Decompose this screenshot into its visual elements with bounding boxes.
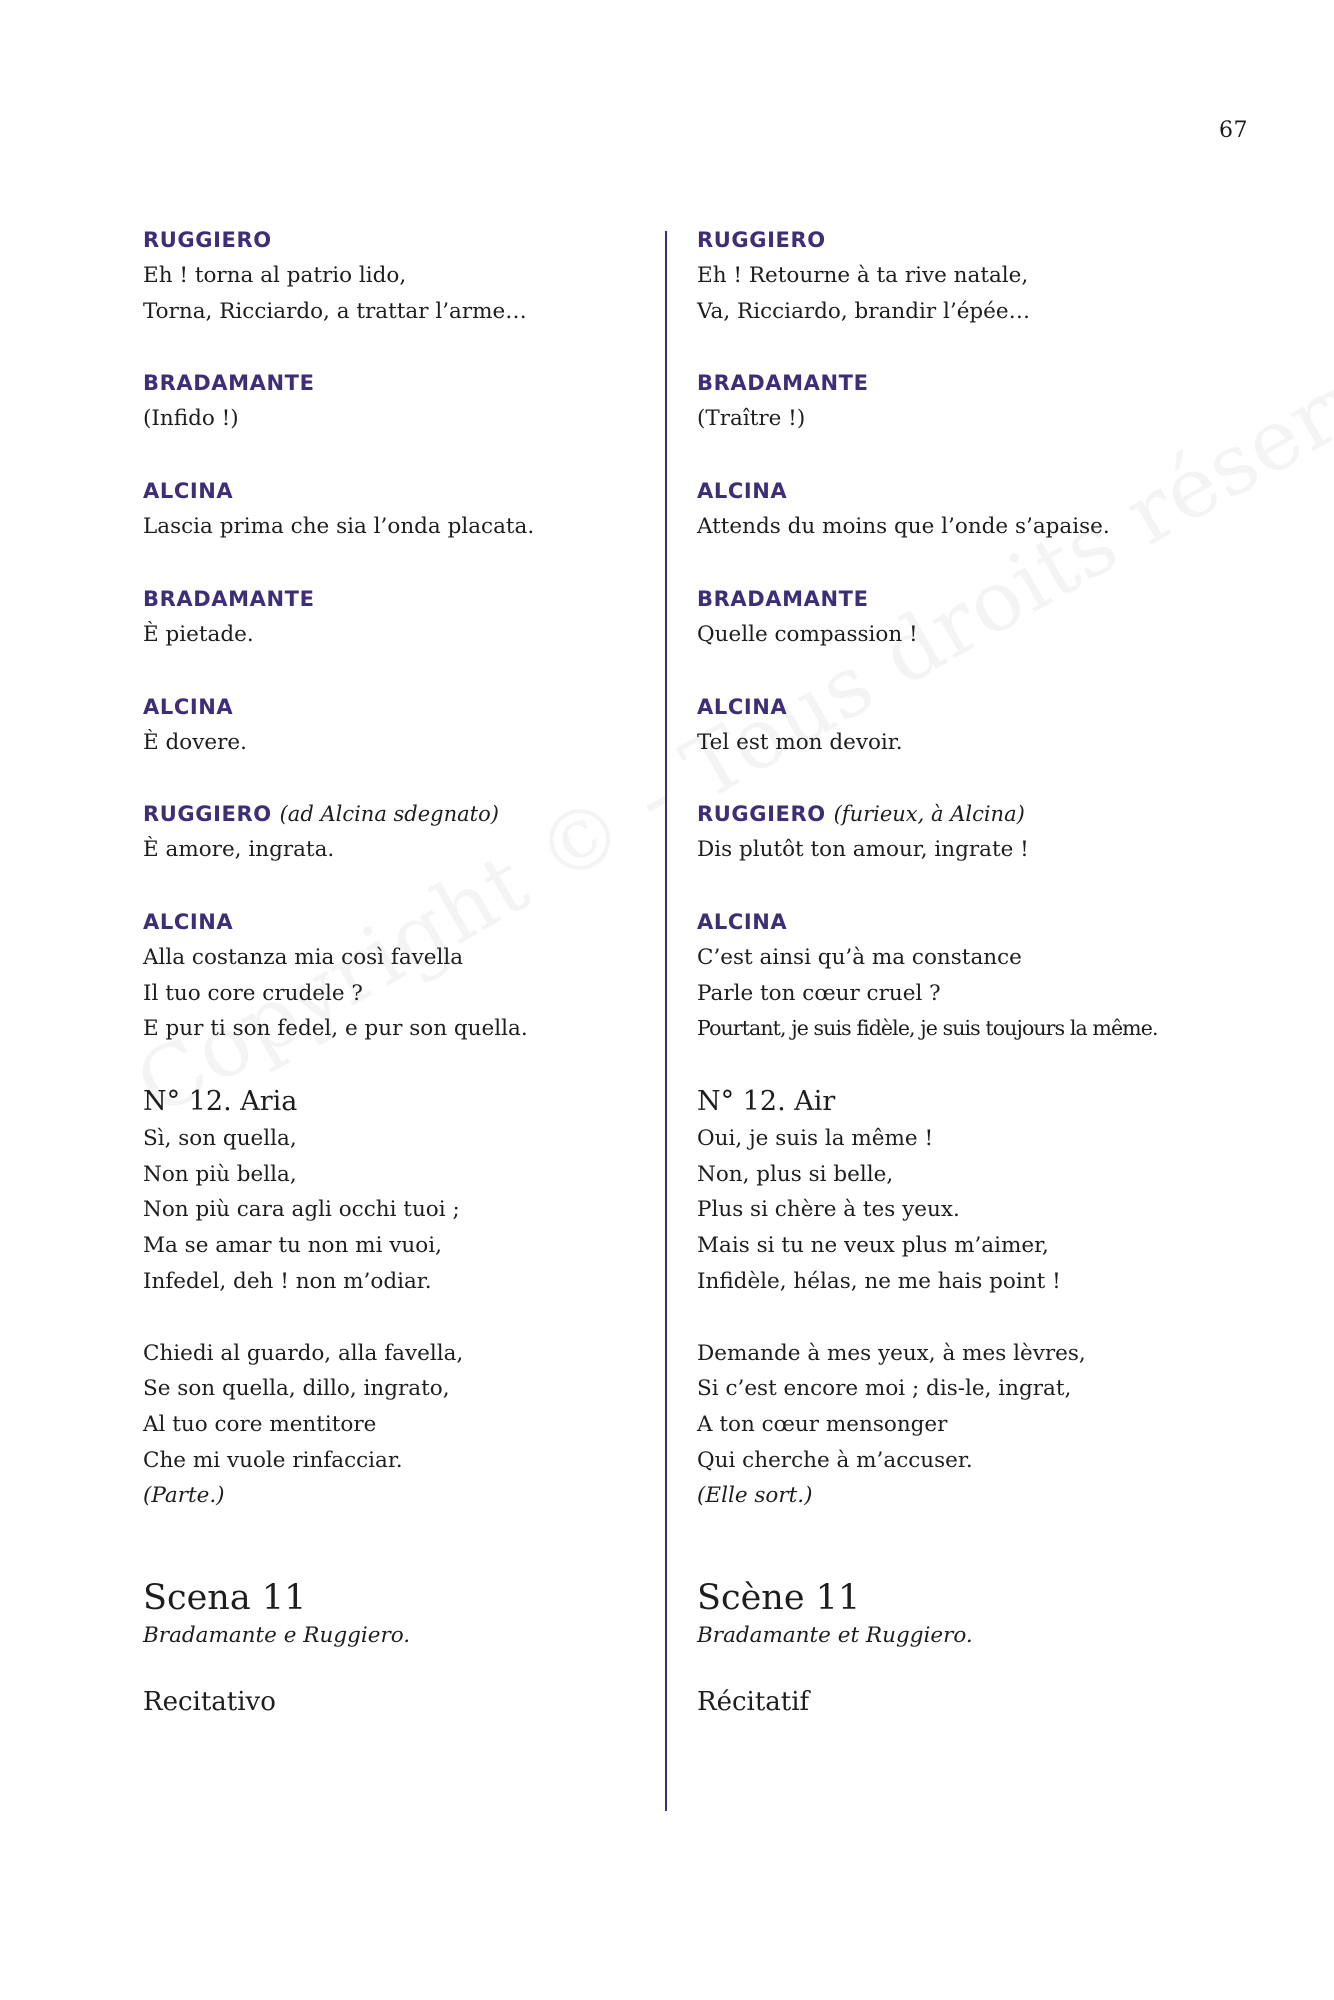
aria-block	[143, 1083, 663, 1300]
speaker-name: BRADAMANTE	[143, 586, 315, 611]
dialogue-block	[143, 689, 663, 761]
dialogue-block	[697, 904, 1237, 1047]
dialogue-block	[143, 581, 663, 653]
verse-line: Non più bella,	[143, 1161, 297, 1187]
dialogue-block	[697, 365, 1237, 437]
aria-title: N° 12. Air	[697, 1086, 836, 1118]
speaker-name: BRADAMANTE	[697, 586, 869, 611]
verse-line: Si c’est encore moi ; dis-le, ingrat,	[697, 1376, 1072, 1402]
verse-line: Attends du moins que l’onde s’apaise.	[697, 514, 1110, 540]
verse-line: È pietade.	[143, 621, 254, 647]
aria-stanza	[697, 1336, 1237, 1515]
speaker-name: RUGGIERO (ad Alcina sdegnato)	[143, 802, 499, 827]
speaker-name: RUGGIERO	[697, 228, 826, 252]
dialogue-block	[697, 222, 1237, 329]
dialogue-block	[143, 904, 663, 1047]
verse-line: Pourtant, je suis fidèle, je suis toujours la même.	[697, 1016, 1158, 1041]
scene-characters: Bradamante et Ruggiero.	[697, 1623, 973, 1649]
column-divider	[665, 231, 667, 1811]
verse-line: Infidèle, hélas, ne me hais point !	[697, 1268, 1061, 1294]
dialogue-block	[697, 473, 1237, 545]
verse-line: Va, Ricciardo, brandir l’épée…	[697, 298, 1031, 324]
verse-line: Chiedi al guardo, alla favella,	[143, 1340, 464, 1366]
dialogue-block	[143, 473, 663, 545]
speaker-name: BRADAMANTE	[143, 371, 315, 396]
dialogue-block	[143, 365, 663, 437]
verse-line: E pur ti son fedel, e pur son quella.	[143, 1016, 528, 1042]
verse-line: Non, plus si belle,	[697, 1161, 894, 1187]
aria-title: N° 12. Aria	[143, 1086, 298, 1118]
verse-line: Alla costanza mia così favella	[143, 944, 464, 970]
aria-block	[697, 1083, 1237, 1300]
dialogue-block	[697, 796, 1237, 868]
speaker-name: ALCINA	[697, 909, 788, 934]
italian-column	[143, 222, 663, 1720]
verse-line: Oui, je suis la même !	[697, 1126, 934, 1152]
verse-line: Lascia prima che sia l’onda placata.	[143, 514, 535, 540]
verse-line: Sì, son quella,	[143, 1126, 297, 1152]
verse-line: Il tuo core crudele ?	[143, 980, 363, 1006]
speaker-name: ALCINA	[697, 479, 788, 504]
verse-line: È amore, ingrata.	[143, 837, 335, 863]
verse-line: Se son quella, dillo, ingrato,	[143, 1376, 450, 1402]
scene-title: Scène 11	[697, 1578, 861, 1619]
dialogue-block	[697, 689, 1237, 761]
verse-line: Ma se amar tu non mi vuoi,	[143, 1233, 442, 1259]
aria-stanza	[143, 1336, 663, 1515]
verse-line: Mais si tu ne veux plus m’aimer,	[697, 1233, 1049, 1259]
verse-line: Eh ! Retourne à ta rive natale,	[697, 263, 1029, 288]
speaker-name: RUGGIERO	[143, 228, 272, 252]
verse-line: Al tuo core mentitore	[143, 1411, 377, 1437]
exit-direction: (Parte.)	[143, 1483, 225, 1509]
speaker-name: BRADAMANTE	[697, 371, 869, 396]
verse-line: Che mi vuole rinfacciar.	[143, 1447, 403, 1473]
stage-direction: (ad Alcina sdegnato)	[279, 802, 499, 827]
verse-line: Non più cara agli occhi tuoi ;	[143, 1197, 460, 1223]
french-column	[697, 222, 1237, 1720]
verse-line: Demande à mes yeux, à mes lèvres,	[697, 1340, 1086, 1366]
verse-line: (Traître !)	[697, 406, 806, 432]
verse-line: Qui cherche à m’accuser.	[697, 1447, 973, 1473]
verse-line: Dis plutôt ton amour, ingrate !	[697, 837, 1029, 863]
verse-line: A ton cœur mensonger	[697, 1411, 948, 1437]
verse-line: Eh ! torna al patrio lido,	[143, 263, 407, 288]
speaker-name: RUGGIERO (furieux, à Alcina)	[697, 802, 1025, 827]
speaker-name: ALCINA	[143, 479, 234, 504]
verse-line: (Infido !)	[143, 406, 239, 432]
exit-direction: (Elle sort.)	[697, 1483, 813, 1509]
verse-line: Plus si chère à tes yeux.	[697, 1197, 960, 1223]
recitative-heading: Recitativo	[143, 1687, 276, 1718]
scene-characters: Bradamante e Ruggiero.	[143, 1623, 411, 1649]
speaker-name: ALCINA	[697, 694, 788, 719]
stage-direction: (furieux, à Alcina)	[833, 802, 1025, 827]
verse-line: Torna, Ricciardo, a trattar l’arme…	[143, 298, 527, 324]
verse-line: Parle ton cœur cruel ?	[697, 980, 941, 1006]
recitative-heading: Récitatif	[697, 1687, 810, 1718]
verse-line: C’est ainsi qu’à ma constance	[697, 944, 1022, 970]
verse-line: Infedel, deh ! non m’odiar.	[143, 1268, 432, 1294]
dialogue-block	[143, 796, 663, 868]
verse-line: Quelle compassion !	[697, 621, 918, 647]
dialogue-block	[697, 581, 1237, 653]
page-number: 67	[1219, 118, 1248, 143]
verse-line: È dovere.	[143, 729, 247, 755]
speaker-name: ALCINA	[143, 909, 234, 934]
speaker-name: ALCINA	[143, 694, 234, 719]
verse-line: Tel est mon devoir.	[697, 729, 903, 755]
dialogue-block	[143, 222, 663, 329]
scene-title: Scena 11	[143, 1578, 307, 1619]
